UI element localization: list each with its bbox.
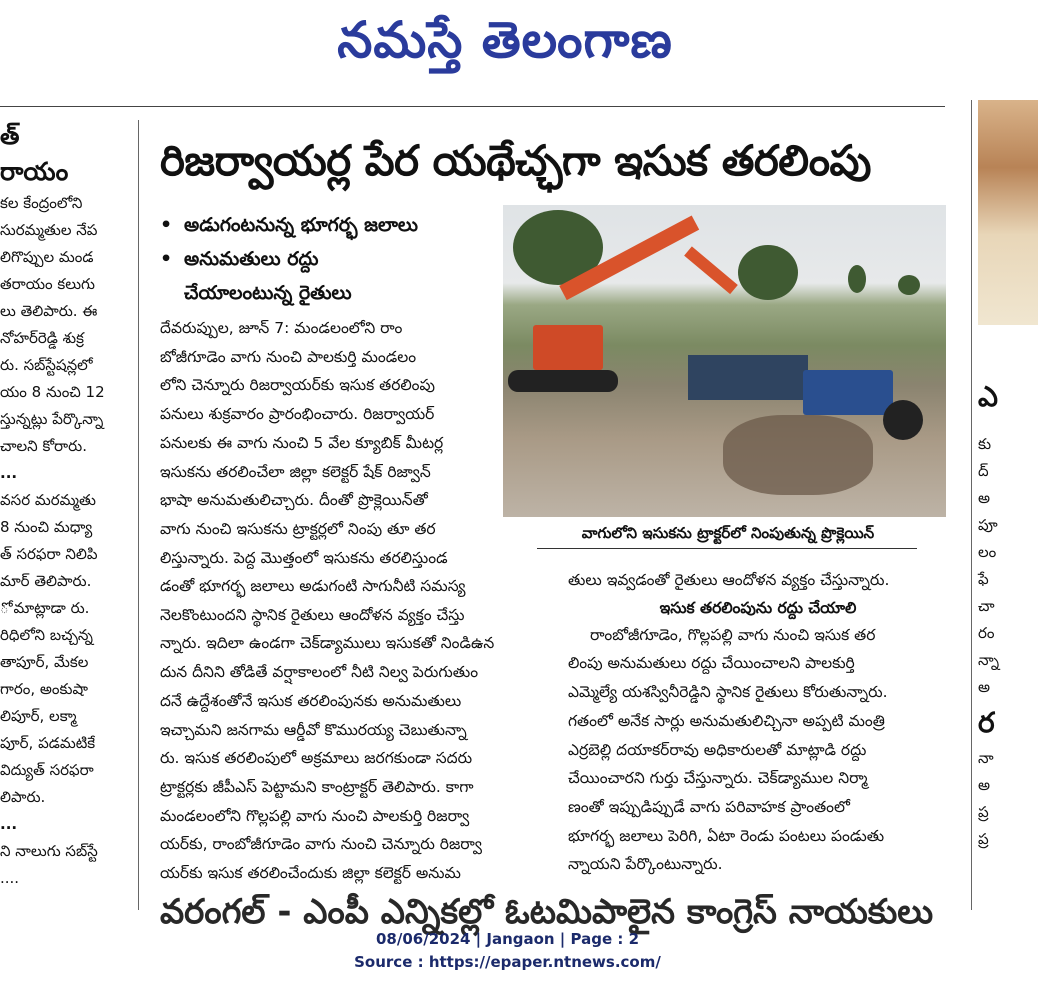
- left-article-subhead: ...: [0, 464, 18, 482]
- column-divider-left: [138, 120, 139, 910]
- right-article-line: చా: [978, 597, 995, 615]
- left-article-subhead: ...: [0, 815, 18, 833]
- page-footer: [0, 928, 1015, 974]
- left-article-line: రు. సబ్‌స్టేషన్లలో: [0, 356, 93, 374]
- left-article-line: యం 8 నుంచి 12: [0, 383, 105, 401]
- right-article-line: ద్: [978, 462, 989, 480]
- article-photo-proclain-loading-tractor: [503, 205, 946, 517]
- article-text-line: తులు ఇవ్వడంతో రైతులు ఆందోళన వ్యక్తం చేస్తున్నారు.: [568, 571, 890, 589]
- photo-tree: [898, 275, 920, 295]
- next-article-headline-clipped: [160, 880, 950, 932]
- left-article-line: త్ సరఫరా నిలిపి: [0, 545, 98, 563]
- article-headline: రిజర్వాయర్ల పేర యథేచ్ఛగా ఇసుక తరలింపు: [160, 136, 871, 185]
- article-text-line: ఎర్రబెల్లి దయాకర్‌రావు అధికారులతో మాట్లాడి రద్దు: [568, 740, 867, 759]
- left-article-heading-1: త్: [0, 121, 20, 150]
- article-text-line: ఇచ్చామని జనగామ ఆర్డీవో కొమురయ్య చెబుతున్నా: [160, 720, 467, 739]
- right-article-line: లం: [978, 543, 997, 561]
- article-text-line: ఎమ్మెల్యే యశస్వినీరెడ్డిని స్థానిక రైతులు కోరుతున్నారు.: [568, 683, 888, 702]
- left-article-line: కల కేంద్రంలోని: [0, 194, 83, 212]
- photo-caption: వాగులోని ఇసుకను ట్రాక్టర్‌లో నింపుతున్న ప్రొక్లెయిన్: [581, 524, 875, 542]
- left-article-line: నోహర్‌రెడ్డి శుక్ర: [0, 329, 84, 347]
- article-subheading: ఇసుక తరలింపును రద్దు చేయాలి: [659, 598, 857, 617]
- left-article-line: ో మాట్లాడా రు.: [0, 599, 90, 617]
- left-article-line: విద్యుత్ సరఫరా: [0, 761, 94, 779]
- right-article-line: నా: [978, 749, 994, 767]
- excavator-track: [508, 370, 618, 392]
- newspaper-masthead: నమస్తే తెలంగాణ: [337, 10, 673, 69]
- article-text-line: ణంతో ఇప్పుడిప్పుడే వాగు పరివాహక ప్రాంతంలో: [568, 797, 850, 816]
- left-article-line: గారం, అంకుషా: [0, 680, 88, 698]
- left-article-line: 8 నుంచి మధ్యా: [0, 518, 93, 536]
- left-article-line: లిపూర్, లక్మా: [0, 707, 77, 725]
- caption-underline: [537, 548, 917, 549]
- photo-bushes: [723, 415, 873, 495]
- article-text-line: లింపు అనుమతులు రద్దు చేయించాలని పాలకుర్తి: [568, 654, 855, 673]
- article-text-line: గతంలో అనేక సార్లు అనుమతులిచ్చినా అప్పటి మంత్రి: [568, 711, 885, 730]
- article-text-line: ట్రాక్టర్లకు జీపీఎస్ పెట్టామని కాంట్రాక్టర్ తెలిపారు. కాగా: [160, 777, 474, 796]
- tractor-trailer: [688, 355, 808, 400]
- left-article-line: పూర్, పడమటికే: [0, 734, 96, 752]
- article-text-line: పనులకు ఈ వాగు నుంచి 5 వేల క్యూబిక్ మీటర్ల: [160, 433, 444, 452]
- article-text-line: నెలకొంటుందని స్థానిక రైతులు ఆందోళన వ్యక్తం చేస్తు: [160, 605, 465, 624]
- article-text-line: లిస్తున్నారు. పెద్ద మొత్తంలో ఇసుకను తరలిస్తుండ: [160, 548, 448, 567]
- bullet-icon: •: [160, 248, 173, 270]
- article-highlights: [160, 208, 500, 310]
- highlight-text-continued: చేయాలంటున్న రైతులు: [184, 282, 352, 304]
- column-divider-right: [971, 100, 972, 910]
- excavator-cab: [533, 325, 603, 370]
- highlight-item: [160, 208, 500, 242]
- right-article-line: అ: [978, 678, 991, 696]
- article-text-line: దనే ఉద్దేశంతోనే ఇసుక తరలింపునకు అనుమతులు: [160, 691, 462, 710]
- article-text-line: యర్‌కు, రాంబోజీగూడెం వాగు నుంచి చెన్నూరు రిజర్వా: [160, 835, 482, 854]
- left-article-line: వసర మరమ్మతు: [0, 491, 96, 509]
- tractor-body: [803, 370, 893, 415]
- article-text-line: దేవరుప్పుల, జూన్ 7: మండలంలోని రాం: [160, 319, 403, 337]
- right-article-line: ప్ర: [978, 803, 989, 821]
- left-article-line: లిపారు.: [0, 788, 46, 806]
- article-text-line: భాషా అనుమతులిచ్చారు. దీంతో ప్రొక్లెయిన్‌తో: [160, 491, 428, 510]
- right-article-heading-2: ర: [978, 706, 995, 739]
- article-body-col1-top: [160, 314, 500, 572]
- left-article-line: చాలని కోరారు.: [0, 437, 87, 455]
- article-text-line: ఇసుకను తరలించేలా జిల్లా కలెక్టర్ షేక్ రిజ్వాన్: [160, 462, 431, 481]
- highlight-text: అడుగంటనున్న భూగర్భ జలాలు: [184, 214, 418, 236]
- footer-source-link[interactable]: Source : https://epaper.ntnews.com/: [354, 953, 661, 971]
- right-article-photo: [978, 100, 1038, 325]
- masthead-rule: [0, 106, 945, 107]
- photo-tree: [848, 265, 866, 293]
- excavator-arm: [684, 246, 738, 294]
- right-article-line: అ: [978, 489, 991, 507]
- article-text-line: డంతో భూగర్భ జలాలు అడుగంటి సాగునీటి సమస్య: [160, 577, 466, 595]
- right-article-line: కు: [978, 435, 992, 453]
- article-text-line: మండలంలోని గొల్లపల్లి వాగు నుంచి పాలకుర్తి రిజర్వా: [160, 806, 470, 825]
- right-article-line: పూ: [978, 516, 998, 534]
- bullet-icon: •: [160, 214, 173, 236]
- article-body-col2: [568, 566, 948, 879]
- article-text-line: రు. ఇసుక తరలింపులో అక్రమాలు జరగకుండా సదరు: [160, 749, 473, 768]
- article-text-line: బోజీగూడెం వాగు నుంచి పాలకుర్తి మండలం: [160, 347, 417, 366]
- left-article-line: లిగొప్పుల మండ: [0, 248, 94, 266]
- highlight-item: [160, 242, 500, 276]
- photo-tree: [738, 245, 798, 300]
- left-article-line: ....: [0, 869, 20, 887]
- article-text-line: లోని చెన్నూరు రిజర్వాయర్‌కు ఇసుక తరలింపు: [160, 376, 435, 395]
- article-text-line: రాంబోజీగూడెం, గొల్లపల్లి వాగు నుంచి ఇసుక తర: [590, 625, 876, 644]
- article-text-line: న్నారు. ఇదిలా ఉండగా చెక్‌డ్యాములు ఇసుకతో నిండిఉన: [160, 634, 495, 653]
- right-article-line: ప్ర: [978, 830, 989, 848]
- right-article-line: రం: [978, 624, 995, 642]
- left-article-line: తాపూర్, మేకల: [0, 653, 89, 671]
- left-article-line: మార్ తెలిపారు.: [0, 572, 92, 590]
- footer-date-edition: 08/06/2024 | Jangaon | Page : 2: [375, 930, 640, 948]
- left-article-line: తరాయం కలుగు: [0, 275, 95, 293]
- article-text-line: దున దీనిని తోడితే వర్షాకాలంలో నీటి నిల్వ పెరుగుతుం: [160, 663, 479, 682]
- right-article-line: అ: [978, 776, 991, 794]
- left-article-line: స్తున్నట్లు పేర్కొన్నా: [0, 410, 104, 428]
- left-article-line: ని నాలుగు సబ్‌స్టే: [0, 842, 98, 860]
- article-text-line: వాగు నుంచి ఇసుకను ట్రాక్టర్లలో నింపు తూ తర: [160, 519, 436, 538]
- next-article-headline-text: వరంగల్ - ఎంపీ ఎన్నికల్లో ఓటమిపాలైన కాంగ్రెస్ నాయకులు: [160, 892, 934, 932]
- left-article-line: సురమ్మతుల నేప: [0, 221, 98, 239]
- tractor-wheel: [883, 400, 923, 440]
- right-article-heading-1: ఎ: [978, 380, 998, 413]
- article-text-line: పనులు శుక్రవారం ప్రారంభించారు. రిజర్వాయర్: [160, 405, 435, 424]
- left-article-fragment: [0, 118, 132, 913]
- left-article-heading-2: రాయం: [0, 157, 69, 186]
- article-text-line: భూగర్భ జలాలు పెరిగి, ఏటా రెండు పంటలు పండుతు: [568, 826, 885, 845]
- article-body-col1-bottom: [160, 572, 543, 888]
- right-article-fragment: [978, 100, 1015, 915]
- article-text-line: యర్‌కు ఇసుక తరలించేందుకు జిల్లా కలెక్టర్ అనుమ: [160, 864, 461, 883]
- right-article-line: న్నా: [978, 651, 1000, 669]
- right-article-line: ఫే: [978, 570, 989, 588]
- article-text-line: న్నాయని పేర్కొంటున్నారు.: [568, 855, 723, 874]
- left-article-line: లు తెలిపారు. ఈ: [0, 302, 98, 320]
- left-article-line: రిధిలోని బచ్చన్న: [0, 626, 93, 644]
- article-text-line: చేయించారని గుర్తు చేస్తున్నారు. చెక్‌డ్యాముల నిర్మా: [568, 769, 868, 788]
- highlight-text: అనుమతులు రద్దు: [184, 248, 319, 270]
